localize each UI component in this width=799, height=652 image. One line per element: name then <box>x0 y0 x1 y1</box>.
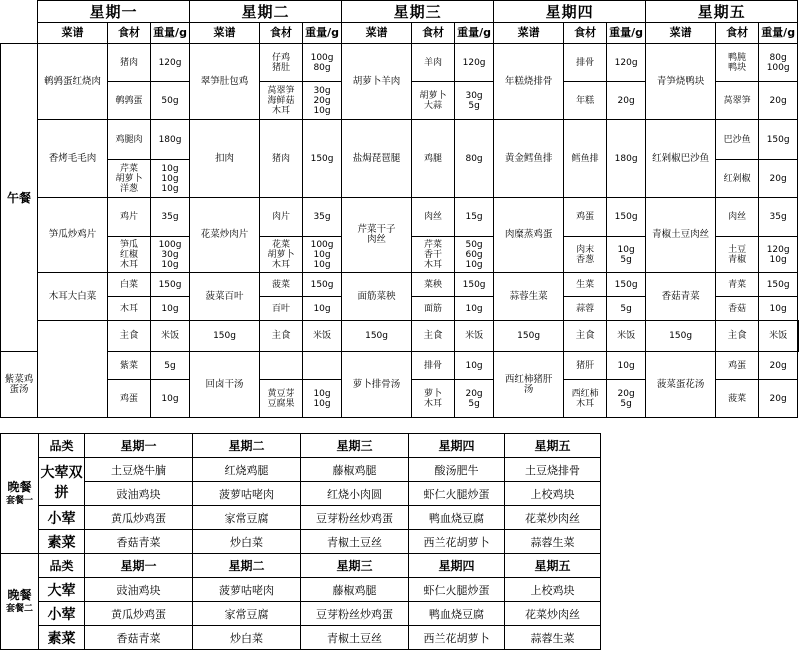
dinner-dish: 菠萝咕咾肉 <box>193 578 301 602</box>
dinner-day-header: 星期四 <box>409 554 505 578</box>
dinner-dish: 黄瓜炒鸡蛋 <box>85 602 193 626</box>
ingredient-col-header: 食材 <box>716 23 759 44</box>
weight: 20g <box>759 380 798 418</box>
ingredient: 鳕鱼排 <box>564 120 607 198</box>
dish-name: 菠菜百叶 <box>190 273 260 321</box>
category-col-header: 品类 <box>39 554 85 578</box>
day-header: 星期一 <box>38 1 190 23</box>
ingredient: 肉丝 <box>716 198 759 237</box>
dish-name: 回卤干汤 <box>190 352 260 418</box>
ingredient: 菠菜 <box>716 380 759 418</box>
weight: 150g <box>759 273 798 297</box>
weight: 150g <box>303 120 342 198</box>
ingredient: 肉片 <box>260 198 303 237</box>
dish-name: 红剁椒巴沙鱼 <box>646 120 716 198</box>
ingredient: 鸡片 <box>108 198 151 237</box>
weight: 150g <box>607 198 646 237</box>
dinner-dish: 豉油鸡块 <box>85 578 193 602</box>
ingredient: 米饭 <box>455 321 494 352</box>
meal-label-lunch: 午餐 <box>1 44 38 352</box>
dish-col-header: 菜谱 <box>646 23 716 44</box>
ingredient-col-header: 食材 <box>108 23 151 44</box>
weight: 10g <box>455 352 494 380</box>
dinner-category: 小荤 <box>39 602 85 626</box>
ingredient: 蒜蓉 <box>564 297 607 321</box>
ingredient <box>260 352 303 380</box>
dinner-dish: 炒白菜 <box>193 626 301 650</box>
ingredient: 生菜 <box>564 273 607 297</box>
dish-name: 年糕烧排骨 <box>494 44 564 120</box>
dish-name: 胡萝卜羊肉 <box>342 44 412 120</box>
ingredient-col-header: 食材 <box>260 23 303 44</box>
dinner-dish: 家常豆腐 <box>193 506 301 530</box>
dinner-dish: 蒜蓉生菜 <box>505 626 601 650</box>
weight: 100g 30g 10g <box>151 237 190 273</box>
dinner-set-label: 套餐二 <box>5 603 33 614</box>
dinner-dish: 黄瓜炒鸡蛋 <box>85 506 193 530</box>
ingredient: 青菜 <box>716 273 759 297</box>
ingredient: 猪肉 <box>108 44 151 82</box>
ingredient: 芹菜 香干 木耳 <box>412 237 455 273</box>
dinner-label: 晚餐 <box>7 479 32 494</box>
weight: 20g <box>759 82 798 120</box>
dinner-menu-table <box>0 433 601 650</box>
weight: 20g <box>607 82 646 120</box>
weight: 50g <box>151 82 190 120</box>
weight: 50g 60g 10g <box>455 237 494 273</box>
weight: 35g <box>151 198 190 237</box>
dish-name: 萝卜排骨汤 <box>342 352 412 418</box>
dish-name: 笋瓜炒鸡片 <box>38 198 108 273</box>
dinner-dish: 鸭血烧豆腐 <box>409 602 505 626</box>
weight: 180g <box>607 120 646 198</box>
dish-name: 主食 <box>108 321 151 352</box>
dinner-day-header: 星期三 <box>301 434 409 458</box>
dish-name: 青椒土豆肉丝 <box>646 198 716 273</box>
meal-label-blank <box>38 321 108 418</box>
dish-name: 芹菜干子 肉丝 <box>342 198 412 273</box>
ingredient: 白菜 <box>108 273 151 297</box>
dinner-day-header: 星期一 <box>85 554 193 578</box>
weight-col-header: 重量/g <box>151 23 190 44</box>
dinner-dish: 红烧小肉圆 <box>301 482 409 506</box>
dish-name: 西红柿猪肝 汤 <box>494 352 564 418</box>
dish-col-header: 菜谱 <box>190 23 260 44</box>
dish-col-header: 菜谱 <box>342 23 412 44</box>
dinner-dish: 藤椒鸡腿 <box>301 578 409 602</box>
day-header: 星期三 <box>342 1 494 23</box>
dish-name: 翠笋肚包鸡 <box>190 44 260 120</box>
ingredient: 莴翠笋 <box>716 82 759 120</box>
day-header: 星期五 <box>646 1 798 23</box>
weight: 150g <box>455 273 494 297</box>
weight: 20g <box>759 352 798 380</box>
ingredient: 胡萝卜 大蒜 <box>412 82 455 120</box>
weight: 150g <box>151 273 190 297</box>
ingredient: 土豆 青椒 <box>716 237 759 273</box>
weight: 150g <box>303 273 342 297</box>
dish-name: 面筋菜秧 <box>342 273 412 321</box>
dinner-dish: 花菜炒肉丝 <box>505 602 601 626</box>
dinner-dish: 青椒土豆丝 <box>301 530 409 554</box>
weight: 120g 10g <box>759 237 798 273</box>
dish-name: 花菜炒肉片 <box>190 198 260 273</box>
ingredient: 紫菜 <box>108 352 151 380</box>
ingredient: 肉末 香葱 <box>564 237 607 273</box>
weight: 35g <box>303 198 342 237</box>
corner-blank <box>1 1 38 44</box>
dinner-dish: 青椒土豆丝 <box>301 626 409 650</box>
dinner-dish: 酸汤肥牛 <box>409 458 505 482</box>
dinner-dish: 虾仁火腿炒蛋 <box>409 482 505 506</box>
weight: 150g <box>494 321 564 352</box>
dinner-dish: 豆芽粉丝炒鸡蛋 <box>301 602 409 626</box>
dish-name: 扣肉 <box>190 120 260 198</box>
dinner-dish: 土豆烧牛腩 <box>85 458 193 482</box>
dinner-category: 大荤 <box>39 578 85 602</box>
weight-col-header: 重量/g <box>607 23 646 44</box>
ingredient: 香菇 <box>716 297 759 321</box>
weight <box>303 352 342 380</box>
weight: 80g 100g <box>759 44 798 82</box>
ingredient: 芹菜 胡萝卜 洋葱 <box>108 160 151 198</box>
weight-col-header: 重量/g <box>759 23 798 44</box>
weight: 10g <box>151 380 190 418</box>
dish-name: 香菇青菜 <box>646 273 716 321</box>
dinner-dish: 上校鸡块 <box>505 578 601 602</box>
ingredient: 年糕 <box>564 82 607 120</box>
ingredient: 木耳 <box>108 297 151 321</box>
dinner-category: 素菜 <box>39 530 85 554</box>
weight: 150g <box>342 321 412 352</box>
dish-name: 菠菜蛋花汤 <box>646 352 716 418</box>
weight-col-header: 重量/g <box>455 23 494 44</box>
dish-name: 主食 <box>260 321 303 352</box>
dish-name: 蒜蓉生菜 <box>494 273 564 321</box>
weight: 20g <box>759 160 798 198</box>
ingredient: 肉丝 <box>412 198 455 237</box>
dinner-day-header: 星期一 <box>85 434 193 458</box>
weight: 150g <box>646 321 716 352</box>
ingredient: 鹌鹑蛋 <box>108 82 151 120</box>
weight: 15g <box>455 198 494 237</box>
dish-name: 黄金鳕鱼排 <box>494 120 564 198</box>
dinner-category: 素菜 <box>39 626 85 650</box>
dinner-dish: 西兰花胡萝卜 <box>409 530 505 554</box>
dinner-dish: 红烧鸡腿 <box>193 458 301 482</box>
ingredient: 笋瓜 红椒 木耳 <box>108 237 151 273</box>
ingredient: 红剁椒 <box>716 160 759 198</box>
ingredient: 米饭 <box>607 321 646 352</box>
dish-name: 青笋烧鸭块 <box>646 44 716 120</box>
ingredient: 排骨 <box>412 352 455 380</box>
ingredient: 鸡腿 <box>412 120 455 198</box>
ingredient: 仔鸡 猪肚 <box>260 44 303 82</box>
meal-label-dinner <box>1 554 39 650</box>
dinner-dish: 香菇青菜 <box>85 626 193 650</box>
category-col-header: 品类 <box>39 434 85 458</box>
ingredient: 鸡蛋 <box>716 352 759 380</box>
weight: 20g 5g <box>455 380 494 418</box>
dinner-label: 晚餐 <box>7 587 32 602</box>
ingredient: 鸡腿肉 <box>108 120 151 160</box>
ingredient: 菜秧 <box>412 273 455 297</box>
ingredient: 百叶 <box>260 297 303 321</box>
dinner-day-header: 星期五 <box>505 434 601 458</box>
weight: 20g 5g <box>607 380 646 418</box>
weight: 35g <box>759 198 798 237</box>
dinner-day-header: 星期三 <box>301 554 409 578</box>
weight: 80g <box>455 120 494 198</box>
dish-name: 木耳大白菜 <box>38 273 108 321</box>
ingredient: 萝卜 木耳 <box>412 380 455 418</box>
ingredient: 莴翠笋 海鲜菇 木耳 <box>260 82 303 120</box>
dish-name: 盐焗琵琶腿 <box>342 120 412 198</box>
day-header: 星期二 <box>190 1 342 23</box>
ingredient: 米饭 <box>303 321 342 352</box>
weight: 150g <box>607 273 646 297</box>
weight: 10g 5g <box>607 237 646 273</box>
dish-col-header: 菜谱 <box>494 23 564 44</box>
weight: 10g <box>607 352 646 380</box>
ingredient: 鸭肫 鸭块 <box>716 44 759 82</box>
ingredient: 巴沙鱼 <box>716 120 759 160</box>
ingredient: 菠菜 <box>260 273 303 297</box>
dinner-dish: 藤椒鸡腿 <box>301 458 409 482</box>
dish-name: 肉糜蒸鸡蛋 <box>494 198 564 273</box>
ingredient: 米饭 <box>759 321 798 352</box>
weight: 10g <box>151 297 190 321</box>
dinner-dish: 虾仁火腿炒蛋 <box>409 578 505 602</box>
ingredient: 羊肉 <box>412 44 455 82</box>
ingredient: 排骨 <box>564 44 607 82</box>
dinner-day-header: 星期五 <box>505 554 601 578</box>
ingredient-col-header: 食材 <box>564 23 607 44</box>
weight: 10g 10g 10g <box>151 160 190 198</box>
dish-name: 主食 <box>716 321 759 352</box>
dinner-day-header: 星期四 <box>409 434 505 458</box>
dinner-dish: 上校鸡块 <box>505 482 601 506</box>
weight: 150g <box>190 321 260 352</box>
dinner-day-header: 星期二 <box>193 434 301 458</box>
dinner-category: 小荤 <box>39 506 85 530</box>
ingredient: 花菜 胡萝卜 木耳 <box>260 237 303 273</box>
weight-col-header: 重量/g <box>303 23 342 44</box>
dinner-dish: 家常豆腐 <box>193 602 301 626</box>
weight: 5g <box>151 352 190 380</box>
weight: 10g <box>759 297 798 321</box>
weight: 120g <box>455 44 494 82</box>
ingredient: 鸡蛋 <box>564 198 607 237</box>
ingredient: 面筋 <box>412 297 455 321</box>
dish-name: 主食 <box>412 321 455 352</box>
weight <box>798 321 799 352</box>
weight: 150g <box>759 120 798 160</box>
weight: 100g 80g <box>303 44 342 82</box>
dinner-dish: 豆芽粉丝炒鸡蛋 <box>301 506 409 530</box>
ingredient: 西红柿 木耳 <box>564 380 607 418</box>
meal-label-dinner <box>1 434 39 554</box>
weight: 10g 10g <box>303 380 342 418</box>
ingredient: 猪肉 <box>260 120 303 198</box>
weight: 10g <box>303 297 342 321</box>
weight: 180g <box>151 120 190 160</box>
weight: 10g <box>455 297 494 321</box>
ingredient: 米饭 <box>151 321 190 352</box>
weight: 120g <box>607 44 646 82</box>
weight: 120g <box>151 44 190 82</box>
dinner-set-label: 套餐一 <box>5 495 33 506</box>
ingredient-col-header: 食材 <box>412 23 455 44</box>
dish-col-header: 菜谱 <box>38 23 108 44</box>
weight: 5g <box>607 297 646 321</box>
weight: 30g 5g <box>455 82 494 120</box>
dish-name: 香烤毛毛肉 <box>38 120 108 198</box>
dinner-dish: 西兰花胡萝卜 <box>409 626 505 650</box>
dinner-dish: 菠萝咕咾肉 <box>193 482 301 506</box>
weight: 100g 10g 10g <box>303 237 342 273</box>
dish-name: 鹌鹑蛋红烧肉 <box>38 44 108 120</box>
dinner-dish: 炒白菜 <box>193 530 301 554</box>
ingredient: 黄豆芽 豆腐果 <box>260 380 303 418</box>
ingredient: 猪肝 <box>564 352 607 380</box>
dinner-dish: 鸭血烧豆腐 <box>409 506 505 530</box>
weight: 30g 20g 10g <box>303 82 342 120</box>
dish-name: 主食 <box>564 321 607 352</box>
dish-name: 紫菜鸡蛋汤 <box>1 352 38 418</box>
dinner-day-header: 星期二 <box>193 554 301 578</box>
dinner-dish: 豉油鸡块 <box>85 482 193 506</box>
dinner-dish: 花菜炒肉丝 <box>505 506 601 530</box>
ingredient: 鸡蛋 <box>108 380 151 418</box>
dinner-dish: 香菇青菜 <box>85 530 193 554</box>
day-header: 星期四 <box>494 1 646 23</box>
dinner-category: 大荤双拼 <box>39 458 85 506</box>
dinner-dish: 土豆烧排骨 <box>505 458 601 482</box>
dinner-dish: 蒜蓉生菜 <box>505 530 601 554</box>
